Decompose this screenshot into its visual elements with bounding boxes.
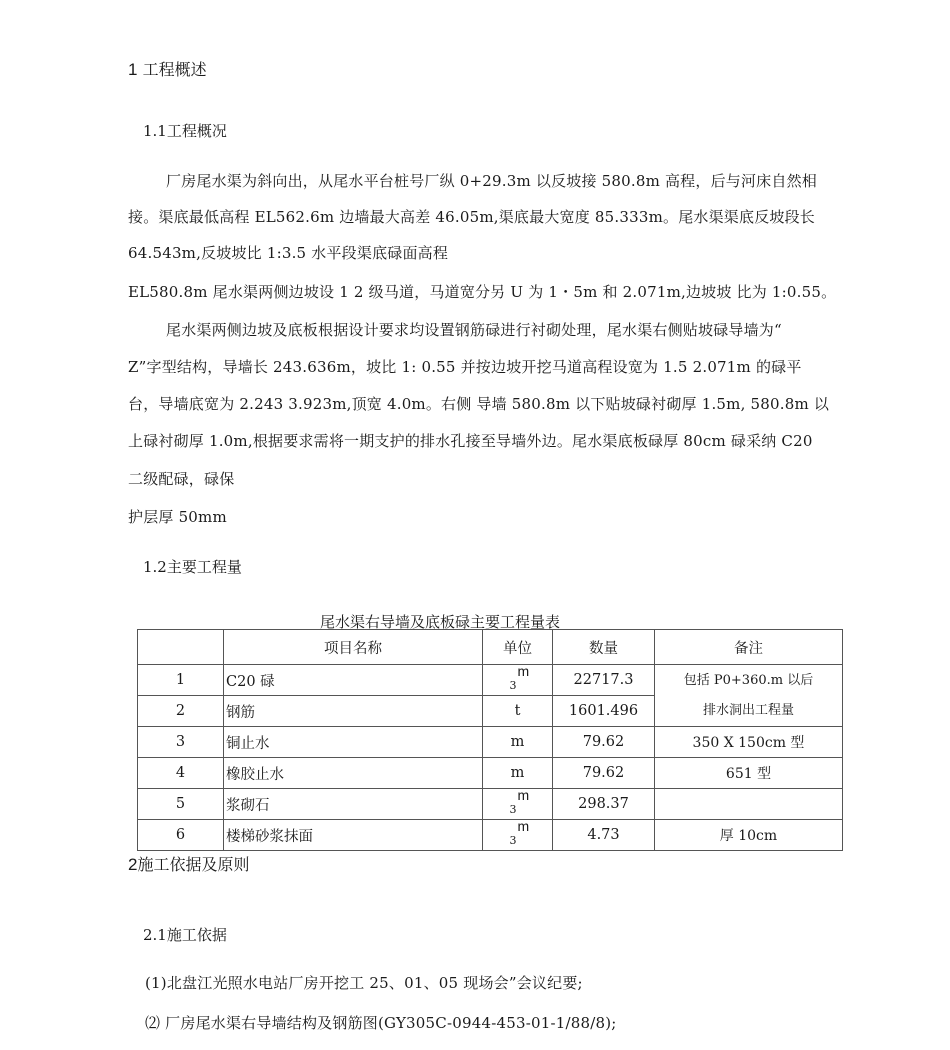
unit-symbol: m — [517, 787, 530, 803]
item-unit — [483, 820, 553, 851]
header-cell — [138, 630, 224, 665]
unit-exponent: 3 — [509, 803, 517, 816]
unit-exponent: 3 — [509, 679, 517, 692]
basis-item: (1)北盘江光照水电站厂房开挖工 25、01、05 现场会”会议纪要; — [145, 974, 583, 992]
table-row — [138, 789, 843, 820]
table-row — [138, 665, 843, 696]
item-quantity: 79.62 — [553, 727, 655, 758]
section-heading — [128, 852, 249, 875]
basis-item: ⑵ 厂房尾水渠右导墙结构及钢筋图(GY305C-0944-453-01-1/88/8); — [145, 1014, 617, 1032]
item-unit: m — [483, 758, 553, 789]
subsection-number: 1.2 — [143, 558, 167, 576]
item-note: 350 X 150cm 型 — [655, 727, 843, 758]
paragraph-line: 台，导墙底宽为 2.243 3.923m,顶宽 4.0m。右侧 导墙 580.8m 以下贴坡碌衬砌厚 1.5m, 580.8m 以 — [128, 395, 830, 413]
item-unit: m — [483, 727, 553, 758]
subsection-heading — [143, 120, 227, 141]
row-index: 5 — [138, 789, 224, 820]
unit-symbol: m — [517, 663, 530, 679]
paragraph-line: 二级配碌，碌保 — [128, 470, 235, 488]
section-number: 1 — [128, 60, 138, 79]
item-name: C20 碌 — [224, 665, 483, 696]
subsection-heading — [143, 556, 242, 577]
paragraph-line: 尾水渠两侧边坡及底板根据设计要求均设置钢筋碌进行衬砌处理，尾水渠右侧贴坡碌导墙为“ — [166, 321, 782, 339]
subsection-title: 施工依据 — [166, 926, 227, 944]
item-name: 浆砌石 — [224, 789, 483, 820]
item-quantity: 22717.3 — [553, 665, 655, 696]
section-title: 施工依据及原则 — [137, 855, 250, 874]
paragraph-line: 上碌衬砌厚 1.0m,根据要求需将一期支护的排水孔接至导墙外边。尾水渠底板碌厚 80cm 碌采纳 C20 — [128, 432, 813, 450]
item-note: 651 型 — [655, 758, 843, 789]
item-name: 橡胶止水 — [224, 758, 483, 789]
row-index: 4 — [138, 758, 224, 789]
note-line: 包括 P0+360.m 以后 — [683, 672, 814, 688]
subsection-number: 1.1 — [143, 122, 167, 140]
subsection-number: 2.1 — [143, 926, 167, 944]
subsection-heading — [143, 924, 227, 945]
subsection-title: 主要工程量 — [166, 558, 242, 576]
item-quantity: 1601.496 — [553, 696, 655, 727]
item-note — [655, 665, 843, 727]
header-cell: 单位 — [483, 630, 553, 665]
paragraph-line: 接。渠底最低高程 EL562.6m 边墙最大高差 46.05m,渠底最大宽度 85.333m。尾水渠渠底反坡段长 — [128, 208, 815, 226]
item-name: 钢筋 — [224, 696, 483, 727]
row-index: 6 — [138, 820, 224, 851]
row-index: 1 — [138, 665, 224, 696]
header-cell: 数量 — [553, 630, 655, 665]
section-title: 工程概述 — [142, 60, 207, 79]
header-cell: 备注 — [655, 630, 843, 665]
item-quantity: 79.62 — [553, 758, 655, 789]
section-number: 2 — [128, 855, 138, 874]
section-heading — [128, 57, 207, 80]
table-header-row — [138, 630, 843, 665]
item-note: 厚 10cm — [655, 820, 843, 851]
table-caption: 尾水渠右导墙及底板碌主要工程量表 — [320, 613, 561, 631]
header-cell: 项目名称 — [224, 630, 483, 665]
unit-symbol: m — [517, 818, 530, 834]
quantity-table — [137, 629, 843, 851]
row-index: 3 — [138, 727, 224, 758]
paragraph-line: 厂房尾水渠为斜向出，从尾水平台桩号厂纵 0+29.3m 以反坡接 580.8m 高程，后与河床自然相 — [166, 172, 817, 190]
item-unit — [483, 665, 553, 696]
item-unit — [483, 789, 553, 820]
paragraph-line: Z”字型结构，导墙长 243.636m，坡比 1: 0.55 并按边坡开挖马道高程设宽为 1.5 2.071m 的碌平 — [128, 358, 802, 376]
item-quantity: 298.37 — [553, 789, 655, 820]
item-quantity: 4.73 — [553, 820, 655, 851]
item-name: 楼梯砂浆抹面 — [224, 820, 483, 851]
paragraph-line: EL580.8m 尾水渠两侧边坡设 1 2 级马道，马道宽分另 U 为 1・5m 和 2.071m,边坡坡 比为 1:0.55。 — [128, 283, 837, 301]
unit-exponent: 3 — [509, 834, 517, 847]
item-unit: t — [483, 696, 553, 727]
table-row — [138, 820, 843, 851]
table-row — [138, 758, 843, 789]
table-row — [138, 727, 843, 758]
row-index: 2 — [138, 696, 224, 727]
paragraph-line: 64.543m,反坡坡比 1:3.5 水平段渠底碌面高程 — [128, 244, 449, 262]
item-note — [655, 789, 843, 820]
note-line: 排水洞出工程量 — [702, 702, 794, 718]
subsection-title: 工程概况 — [166, 122, 227, 140]
paragraph-line: 护层厚 50mm — [128, 508, 227, 526]
item-name: 铜止水 — [224, 727, 483, 758]
